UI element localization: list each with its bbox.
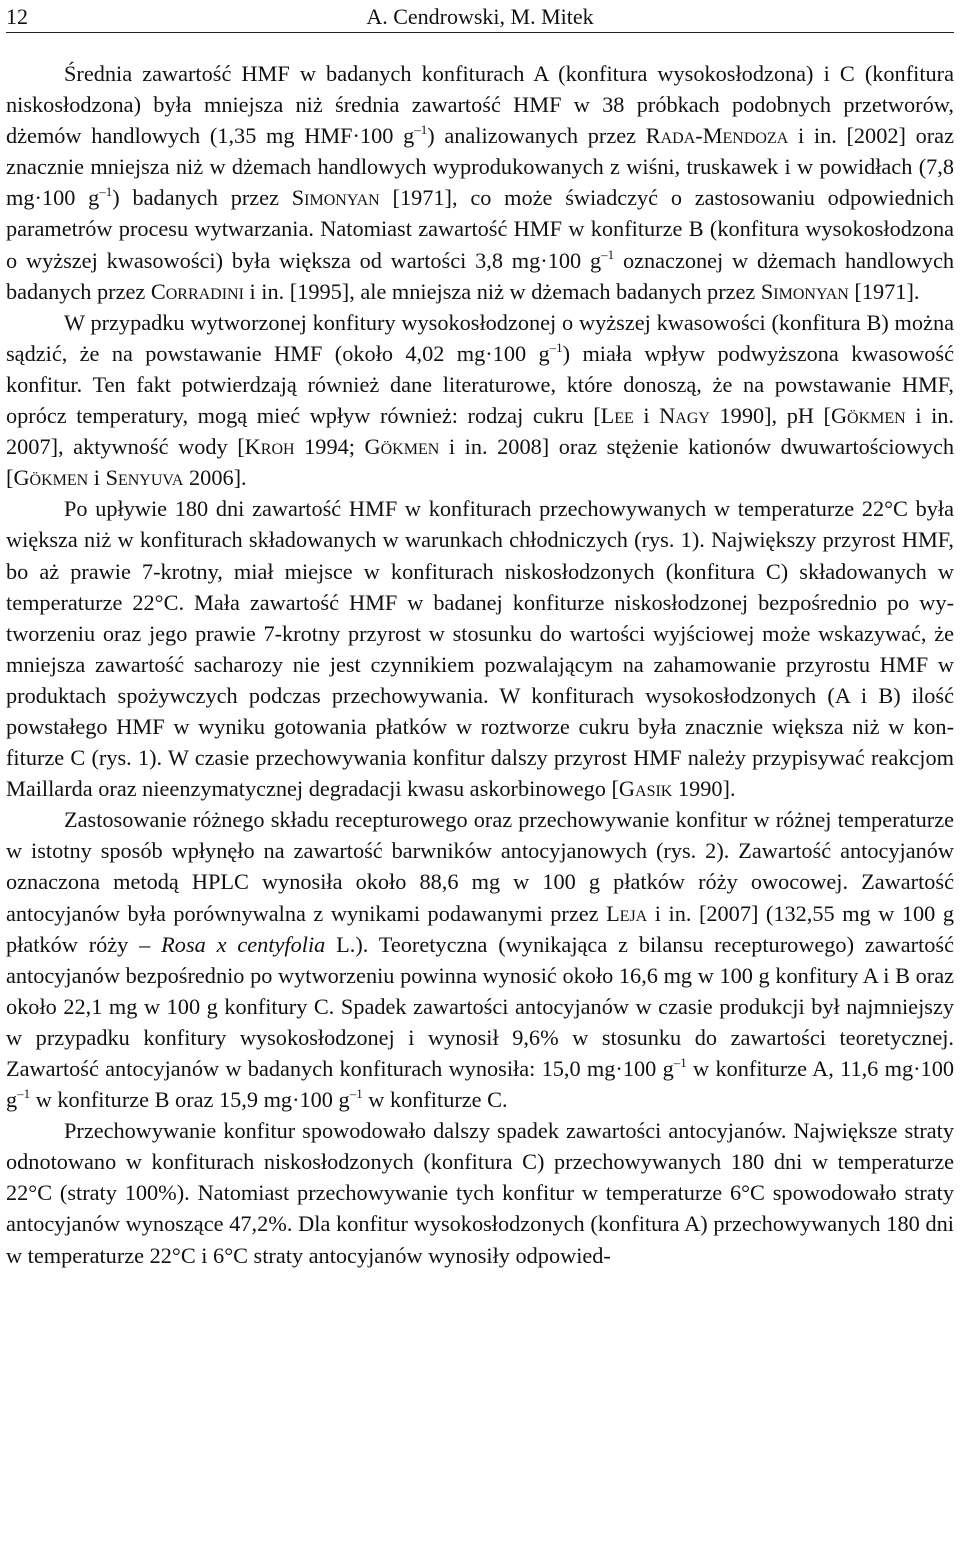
paragraph-4 (6, 804, 954, 1115)
text-run: i (633, 403, 660, 429)
superscript: –1 (414, 122, 428, 138)
paragraph-5 (6, 1115, 954, 1270)
text-run: Po upływie 180 dni zawartość HMF w konfiturach przechowywanych w temperaturze 22°C była większa niż w konfiturach składowanych w warunkach chłodniczych (rys. 1). Największy przyrost HMF, bo aż prawie 7-krotny, miał miejsce w konfiturach niskosłodzonych (konfitura C) składowanych w temperaturze 22°C. Mała zawartość HMF w badanej konfiturze niskosłodzonej bezpośrednio po wytworzeniu oraz jego prawie 7-krotny przyrost w stosunku do wartości wyjściowej może wskazywać, że mniejsza zawartość sacharozy nie jest czynnikiem pozwalającym na zahamowanie przyrostu HMF w produktach spożywczych podczas przechowywania. W konfiturach wysokosłodzonych (A i B) ilość powstałego HMF w wyniku gotowania płatków w roztworze cukru była znacznie większa niż w konfiturze C (rys. 1). W czasie przechowywania konfitur dalszy przyrost HMF należy przypisywać reakcjom Maillarda oraz nieenzymatycznej degradacji kwasu askorbinowego [ (6, 496, 954, 802)
cited-author: Senyuva (105, 465, 184, 491)
text-run: [1971]. (848, 278, 920, 304)
text-run: i in. 2007], aktywność wody [ (6, 403, 955, 460)
text-run: Zastosowanie różnego składu recepturowego oraz przechowywanie konfitur w różnej temperaturze w istotny sposób wpłynęło na zawartość barwników antocyjanowych (rys. 2). Zawartość antocyjanów oznaczona metodą HPLC wynosiła około 88,6 mg w 100 g płatków róży owocowej. Zawartość antocyjanów była porównywalna z wynikami podawanymi przez (6, 807, 954, 926)
text-run: ) badanych przez (112, 185, 292, 211)
text-run: 1994; (294, 434, 365, 460)
cited-author: Corradini (150, 278, 244, 304)
superscript: –1 (673, 1055, 687, 1070)
cited-author: Lee (600, 403, 634, 429)
text-run: Średnia zawartość HMF w badanych konfiturach A (konfitura wysokosłodzona) i C (konfitura niskosłodzona) była mniejsza niż średnia zawartość HMF w 38 próbkach podobnych przetworów, dżemów handlowych (1,35 mg HMF·100 g (6, 61, 954, 149)
superscript: –1 (99, 184, 113, 200)
cited-author: Gökmen (830, 403, 906, 429)
text-run: 2006]. (183, 465, 247, 491)
text-run: [1971], co może świadczyć o zastosowaniu odpowiednich parametrów procesu wytwarzania. Natomiast zawartość HMF w konfiturze B (konfitura wysokosłodzona o wyższej kwasowości) była większa od wartości 3,8 mg·100 g (6, 185, 955, 273)
superscript: –1 (349, 1086, 363, 1102)
paragraph-2 (6, 307, 954, 494)
text-run: w konfiturze A, 11,6 mg·100 g (6, 1056, 954, 1113)
cited-author: Rada-Mendoza (645, 123, 789, 149)
text-run: w konfiturze C. (362, 1087, 508, 1113)
text-run: i in. 2008] oraz stężenie kationów dwuwartościowych [ (6, 434, 955, 491)
running-head: A. Cendrowski, M. Mitek (366, 4, 594, 29)
cited-author: Kroh (244, 434, 295, 460)
cited-author: Gökmen (364, 434, 440, 460)
page-header (6, 2, 954, 33)
text-run: w konfiturze B oraz 15,9 mg·100 g (30, 1087, 350, 1113)
text-run: i (88, 465, 106, 491)
text-run: 1990], pH [ (709, 403, 831, 429)
cited-author: Leja (606, 900, 648, 926)
text-run: L.). Teoretyczna (wynikająca z bilansu recepturowego) zawartość antocyjanów bezpośrednio po wytworzeniu powinna wynosić około 16,6 mg w 100 g konfitury A i B oraz około 22,1 mg w 100 g konfitury C. Spadek zawartości antocyjanów w czasie produkcji był najmniejszy w przypadku konfitury wysokosłodzonej i wynosił 9,6% w stosunku do zawartości teoretycznej. Zawartość antocyjanów w badanych konfiturach wynosiła: 15,0 mg·100 g (6, 931, 954, 1081)
page-number: 12 (6, 4, 28, 29)
cited-author: Gasik (618, 776, 673, 802)
article-body (6, 58, 954, 1271)
cited-author: Simonyan (291, 185, 380, 211)
text-run: i in. [2007] (132,55 mg w 100 g płatków róży – (6, 900, 954, 957)
text-run: 1990]. (672, 776, 736, 802)
superscript: –1 (549, 339, 563, 355)
text-run: Przechowywanie konfitur spowodowało dalszy spadek zawartości antocyjanów. Największe straty odnotowano w konfiturach niskosłodzonych (konfitura C) przechowywanych 180 dni w temperaturze 22°C (straty 100%). Natomiast przechowywanie tych konfitur w temperaturze 6°C spowodowało straty antocyjanów wynoszące 47,2%. Dla konfitur wysokosłodzonych (konfitura A) przechowywanych 180 dni w temperaturze 22°C i 6°C straty antocyjanów wynosiły odpowied- (6, 1118, 954, 1268)
text-run: ) analizowanych przez (427, 123, 646, 149)
text-run: W przypadku wytworzonej konfitury wysokosłodzonej o wyższej kwasowości (konfitura B) można sądzić, że na powstawanie HMF (około 4,02 mg·100 g (6, 309, 954, 366)
text-run: ) miała wpływ podwyższona kwasowość konfitur. Ten fakt potwierdzają również dane literaturowe, które donoszą, że na powstawanie HMF, oprócz temperatury, mogą mieć wpływ również: rodzaj cukru [ (6, 340, 954, 429)
text-run: i in. [2002] oraz znacznie mniejsza niż w dżemach handlowych wyprodukowanych z wiśni, truskawek i w powidłach (7,8 mg·100 g (6, 123, 954, 211)
superscript: –1 (601, 246, 615, 262)
italic-text: Rosa x centyfolia (161, 931, 326, 957)
text-run: i in. [1995], ale mniejsza niż w dżemach badanych przez (243, 278, 761, 304)
cited-author: Nagy (659, 403, 710, 429)
paragraph-1 (6, 58, 954, 307)
cited-author: Simonyan (760, 278, 849, 304)
cited-author: Gökmen (13, 465, 89, 491)
paragraph-3 (6, 493, 954, 804)
text-run: oznaczonej w dżemach handlowych badanych przez (6, 247, 954, 304)
superscript: –1 (17, 1086, 31, 1102)
